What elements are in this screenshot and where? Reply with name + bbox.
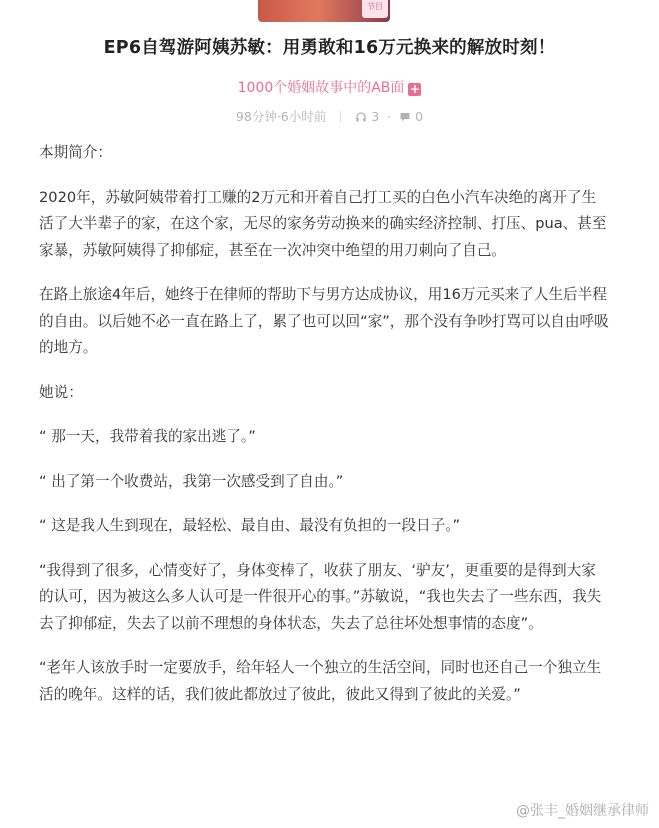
comment-icon[interactable]	[399, 111, 411, 123]
episode-description	[39, 140, 609, 726]
episode-cover-image[interactable]	[258, 0, 390, 22]
description-paragraph: 在路上旅途4年后，她终于在律师的帮助下与男方达成协议，用16万元买来了人生后半程的自由。以后她不必一直在路上了，累了也可以回“家”，那个没有争吵打骂可以自由呼吸的地方。	[39, 286, 609, 356]
quote-paragraph: “老年人该放手时一定要放手，给年轻人一个独立的生活空间，同时也还自己一个独立生活的晚年。这样的话，我们彼此都放过了彼此，彼此又得到了彼此的关爱。”	[39, 659, 602, 703]
description-paragraph: 本期简介：	[39, 144, 112, 161]
cover-tag: 节目	[362, 0, 388, 18]
episode-title: EP6自驾游阿姨苏敏：用勇敢和16万元换来的解放时刻！	[103, 38, 556, 58]
quote-paragraph: “ 那一天，我带着我的家出逃了。”	[39, 428, 256, 445]
description-paragraph: 她说：	[39, 383, 83, 401]
subscribe-plus-icon[interactable]: +	[409, 82, 420, 96]
album-link[interactable]	[0, 77, 659, 97]
album-name[interactable]: 1000个婚姻故事中的AB面	[237, 80, 405, 96]
comment-count: 0	[415, 109, 424, 124]
quote-paragraph: “我得到了很多，心情变好了，身体变棒了，收获了朋友、‘驴友’，更重要的是得到大家的认可，因为被这么多人认可是一件很开心的事。”苏敏说，“我也失去了一些东西，我失去了抑郁症，失去了以前不理想的身体状态，失去了总往坏处想事情的态度”。	[39, 561, 602, 632]
listen-count: 3	[371, 109, 380, 124]
quote-paragraph: “ 这是我人生到现在，最轻松、最自由、最没有负担的一段日子。”	[39, 517, 461, 534]
watermark: @张丰_婚姻继承律师	[516, 803, 649, 819]
headphones-icon	[355, 111, 367, 123]
description-paragraph: 2020年，苏敏阿姨带着打工赚的2万元和开着自己打工买的白色小汽车决绝的离开了生活了大半辈子的家，在这个家，无尽的家务劳动换来的确实经济控制、打压、pua、甚至家暴，苏敏阿姨得了抑郁症，甚至在一次冲突中绝望的用刀刺向了自己。	[39, 188, 607, 259]
divider	[340, 111, 341, 122]
quote-paragraph: “ 出了第一个收费站，我第一次感受到了自由。”	[39, 472, 344, 490]
duration-time: 98分钟·6小时前	[235, 109, 327, 124]
episode-meta: 98分钟·6小时前 3 · 0	[235, 109, 424, 124]
